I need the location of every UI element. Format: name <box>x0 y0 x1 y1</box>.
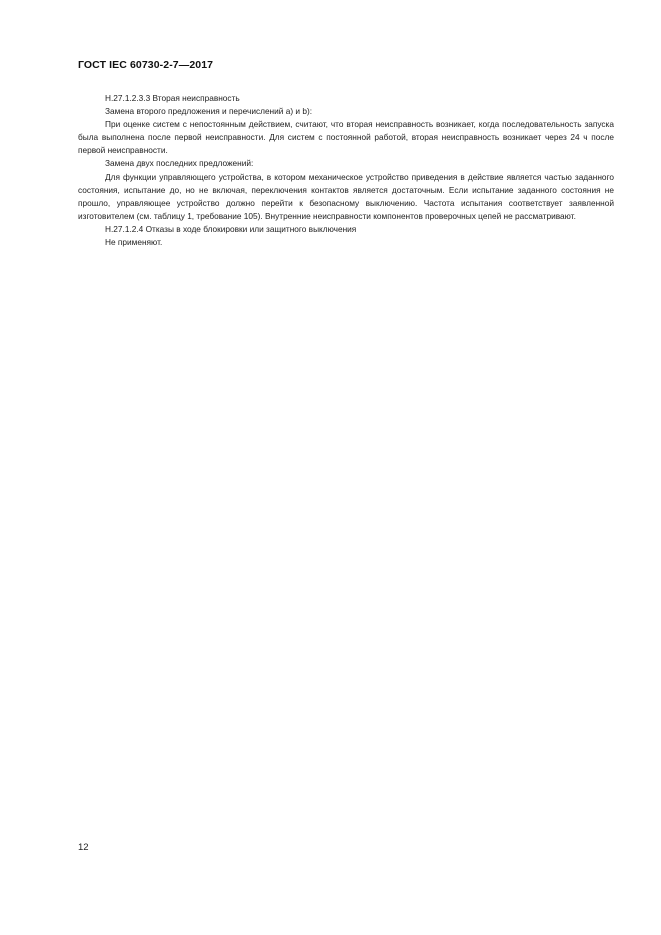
document-body <box>78 92 614 249</box>
paragraph-control-function: Для функции управляющего устройства, в котором механическое устройство приведения в действие является частью заданного состояния, испытание до, но не включая, переключения контактов является достаточным. Если испытание заданного состояния не прошло, управляющее устройство должно перейти к безопасному выключению. Частота испытания соответствует заявленной изготовителем (см. таблицу 1, требование 105). Внутренние неисправности компонентов проверочных цепей не рассматривают. <box>78 171 614 221</box>
replacement-note-2: Замена двух последних предложений: <box>105 158 254 169</box>
page-number: 12 <box>78 842 89 853</box>
standard-header: ГОСТ IEC 60730-2-7—2017 <box>78 59 214 71</box>
clause-heading-second-fault: Н.27.1.2.3.3 Вторая неисправность <box>105 93 240 103</box>
not-applicable-note: Не применяют. <box>105 237 163 248</box>
replacement-note-1: Замена второго предложения и перечислений a) и b): <box>105 106 313 117</box>
paragraph-intermittent-systems: При оценке систем с непостоянным действием, считают, что вторая неисправность возникает, когда последовательность запуска была выполнена после первой неисправности. Для систем с постоянной работой, вторая неисправность возникает через 24 ч после первой неисправности. <box>78 119 614 156</box>
clause-heading-lockout-failures: Н.27.1.2.4 Отказы в ходе блокировки или защитного выключения <box>105 223 357 234</box>
